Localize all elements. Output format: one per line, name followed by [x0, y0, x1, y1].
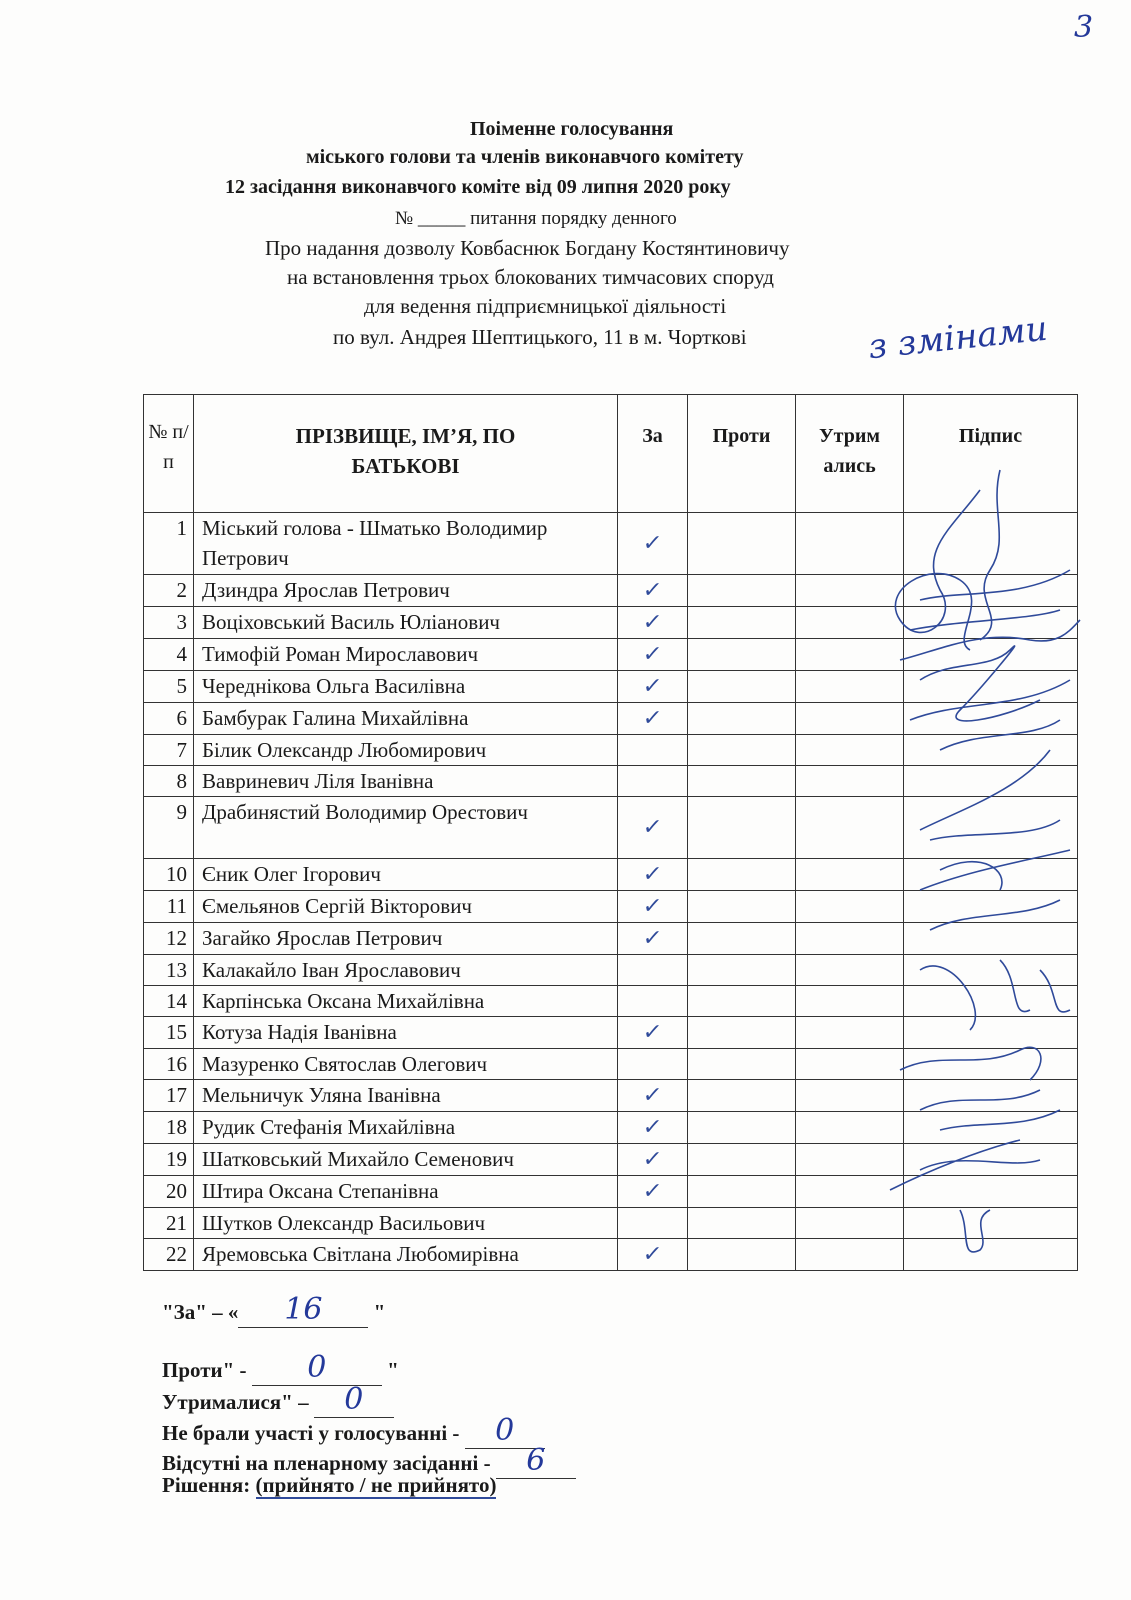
row-name: Карпінська Оксана Михайлівна: [194, 986, 618, 1017]
row-for-mark: [618, 1080, 688, 1112]
check-mark-icon: ✓: [641, 815, 664, 840]
row-for-mark: [618, 1208, 688, 1239]
check-mark-icon: ✓: [641, 578, 664, 603]
row-number: 2: [144, 575, 194, 607]
col-header-for: За: [618, 395, 688, 513]
row-name: Воціховський Василь Юліанович: [194, 607, 618, 639]
row-for-mark: [618, 859, 688, 891]
row-name: Єник Олег Ігорович: [194, 859, 618, 891]
summary-not-voting-value: 0: [495, 1413, 515, 1448]
check-mark-icon: ✓: [641, 610, 664, 635]
check-mark-icon: ✓: [641, 1083, 664, 1108]
row-number: 15: [144, 1017, 194, 1049]
row-against: [688, 797, 796, 859]
row-number: 20: [144, 1176, 194, 1208]
title-line-3: 12 засідання виконавчого коміте від 09 липня 2020 року: [225, 176, 731, 198]
row-name: Дзиндра Ярослав Петрович: [194, 575, 618, 607]
row-number: 13: [144, 955, 194, 986]
row-name: Вавриневич Ліля Іванівна: [194, 766, 618, 797]
row-for-mark: [618, 986, 688, 1017]
check-mark-icon: ✓: [641, 1115, 664, 1140]
check-mark-icon: ✓: [641, 926, 664, 951]
row-against: [688, 1017, 796, 1049]
row-number: 18: [144, 1112, 194, 1144]
row-for-mark: [618, 1144, 688, 1176]
row-number: 7: [144, 735, 194, 766]
row-against: [688, 1112, 796, 1144]
row-for-mark: [618, 1049, 688, 1080]
row-for-mark: [618, 1239, 688, 1271]
check-mark-icon: ✓: [641, 642, 664, 667]
row-against: [688, 639, 796, 671]
summary-against-close: ": [381, 1358, 399, 1382]
row-number: 3: [144, 607, 194, 639]
row-against: [688, 859, 796, 891]
row-name: Штира Оксана Степанівна: [194, 1176, 618, 1208]
summary-decision-value: (прийнято / не прийнято): [255, 1473, 497, 1497]
agenda-item-line: № _____ питання порядку денного: [395, 208, 677, 229]
row-number: 14: [144, 986, 194, 1017]
check-mark-icon: ✓: [641, 1242, 664, 1267]
row-for-mark: [618, 766, 688, 797]
row-against: [688, 923, 796, 955]
col-header-abstained: Утрим ались: [796, 395, 904, 513]
row-number: 6: [144, 703, 194, 735]
subject-line-2: на встановлення трьох блокованих тимчасових споруд: [287, 265, 774, 289]
row-name: Котуза Надія Іванівна: [194, 1017, 618, 1049]
check-mark-icon: ✓: [641, 862, 664, 887]
subject-line-3: для ведення підприємницької діяльності: [364, 294, 727, 318]
row-against: [688, 703, 796, 735]
row-number: 12: [144, 923, 194, 955]
row-for-mark: [618, 891, 688, 923]
col-header-num: № п/п: [144, 395, 194, 513]
row-for-mark: [618, 575, 688, 607]
row-against: [688, 671, 796, 703]
row-for-mark: [618, 955, 688, 986]
summary-for: [162, 1292, 385, 1328]
row-for-mark: [618, 735, 688, 766]
row-against: [688, 735, 796, 766]
row-name: Мельничук Уляна Іванівна: [194, 1080, 618, 1112]
col-header-against: Проти: [688, 395, 796, 513]
row-name: Шатковський Михайло Семенович: [194, 1144, 618, 1176]
row-against: [688, 513, 796, 575]
row-name: Міський голова - Шматько Володимир Петрович: [194, 513, 618, 575]
page-number: 3: [1074, 10, 1094, 45]
row-name: Ємельянов Сергій Вікторович: [194, 891, 618, 923]
handwritten-note: з змінами: [866, 308, 1050, 368]
summary-decision-label: Рішення:: [162, 1473, 256, 1497]
row-name: Рудик Стефанія Михайлівна: [194, 1112, 618, 1144]
check-mark-icon: ✓: [641, 674, 664, 699]
row-number: 22: [144, 1239, 194, 1271]
check-mark-icon: ✓: [641, 1179, 664, 1204]
check-mark-icon: ✓: [641, 894, 664, 919]
row-number: 11: [144, 891, 194, 923]
summary-absent-value: 6: [526, 1443, 546, 1478]
check-mark-icon: ✓: [641, 1020, 664, 1045]
row-number: 21: [144, 1208, 194, 1239]
row-for-mark: [618, 797, 688, 859]
row-for-mark: [618, 607, 688, 639]
row-against: [688, 1144, 796, 1176]
row-against: [688, 891, 796, 923]
row-against: [688, 1176, 796, 1208]
check-mark-icon: ✓: [641, 1147, 664, 1172]
summary-not-voting-label: Не брали участі у голосуванні -: [162, 1421, 465, 1445]
row-against: [688, 1080, 796, 1112]
row-for-mark: [618, 923, 688, 955]
row-against: [688, 766, 796, 797]
row-against: [688, 1049, 796, 1080]
row-name: Тимофій Роман Мирославович: [194, 639, 618, 671]
row-for-mark: [618, 703, 688, 735]
row-against: [688, 1208, 796, 1239]
col-header-signature: Підпис: [904, 395, 1078, 513]
row-number: 1: [144, 513, 194, 575]
title-line-1: Поіменне голосування: [470, 118, 674, 140]
row-number: 9: [144, 797, 194, 859]
summary-absent-label: Відсутні на пленарному засіданні -: [162, 1451, 496, 1475]
row-name: Калакайло Іван Ярославович: [194, 955, 618, 986]
row-against: [688, 986, 796, 1017]
row-against: [688, 955, 796, 986]
row-number: 19: [144, 1144, 194, 1176]
row-number: 10: [144, 859, 194, 891]
row-number: 8: [144, 766, 194, 797]
row-number: 17: [144, 1080, 194, 1112]
title-line-2: міського голови та членів виконавчого комітету: [306, 146, 744, 168]
row-number: 4: [144, 639, 194, 671]
summary-abstained-value: 0: [344, 1382, 364, 1417]
row-name: Білик Олександр Любомирович: [194, 735, 618, 766]
row-against: [688, 607, 796, 639]
subject-line-4: по вул. Андрея Шептицького, 11 в м. Чорткові: [333, 325, 747, 349]
row-for-mark: [618, 1112, 688, 1144]
row-against: [688, 1239, 796, 1271]
col-header-name: ПРІЗВИЩЕ, ІМ’Я, ПО БАТЬКОВІ: [194, 395, 618, 513]
row-name: Яремовська Світлана Любомирівна: [194, 1239, 618, 1271]
row-name: Череднікова Ольга Василівна: [194, 671, 618, 703]
check-mark-icon: ✓: [641, 531, 664, 556]
check-mark-icon: ✓: [641, 706, 664, 731]
summary-against-value: 0: [307, 1350, 327, 1385]
summary-abstained-label: Утрималися" –: [162, 1390, 314, 1414]
row-name: Драбинястий Володимир Орестович: [194, 797, 618, 859]
row-name: Шутков Олександр Васильович: [194, 1208, 618, 1239]
summary-against-label: Проти" -: [162, 1358, 252, 1382]
row-for-mark: [618, 513, 688, 575]
summary-against: [162, 1350, 399, 1386]
row-number: 5: [144, 671, 194, 703]
summary-decision: [162, 1473, 496, 1498]
row-name: Мазуренко Святослав Олегович: [194, 1049, 618, 1080]
row-number: 16: [144, 1049, 194, 1080]
row-against: [688, 575, 796, 607]
row-for-mark: [618, 1017, 688, 1049]
summary-for-value: 16: [284, 1292, 323, 1327]
summary-for-label: "За" – «: [162, 1300, 239, 1324]
row-for-mark: [618, 639, 688, 671]
row-for-mark: [618, 671, 688, 703]
row-name: Бамбурак Галина Михайлівна: [194, 703, 618, 735]
row-for-mark: [618, 1176, 688, 1208]
summary-for-close: ": [368, 1300, 386, 1324]
signatures-scribble: [860, 450, 1110, 1280]
subject-line-1: Про надання дозволу Ковбаснюк Богдану Костянтиновичу: [265, 236, 790, 260]
row-name: Загайко Ярослав Петрович: [194, 923, 618, 955]
